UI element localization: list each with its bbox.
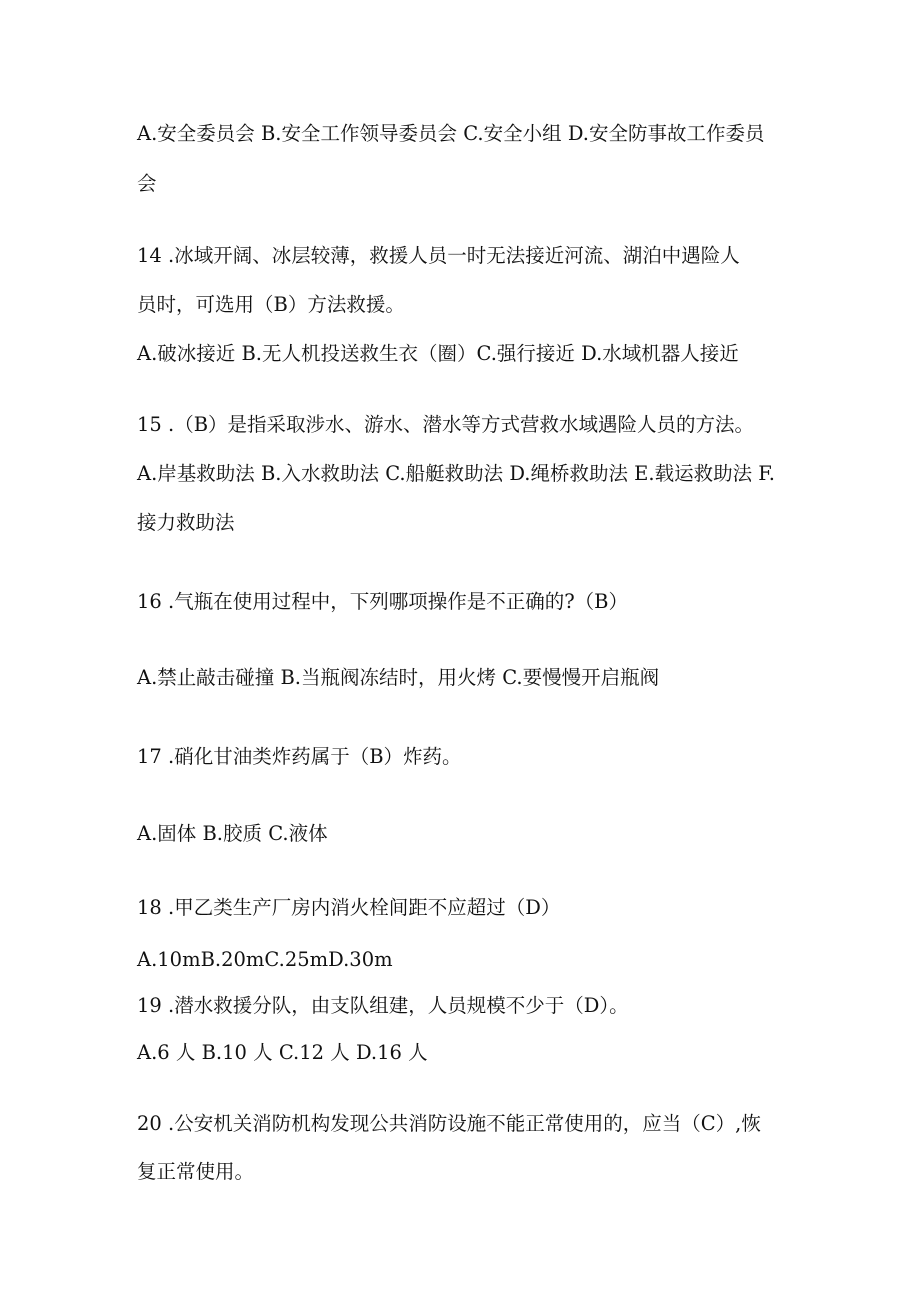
q15-options-line-1: A.岸基救助法 B.入水救助法 C.船艇救助法 D.绳桥救助法 E.载运救助法 F.	[137, 462, 775, 485]
q14-question-line-2: 员时，可选用（B）方法救援。	[137, 293, 405, 316]
q18-question: 18 .甲乙类生产厂房内消火栓间距不应超过（D）	[137, 896, 561, 919]
q20-question-line-2: 复正常使用。	[137, 1160, 255, 1183]
q13-options-line-2: 会	[137, 172, 157, 195]
q14-question-line-1: 14 .冰域开阔、冰层较薄，救援人员一时无法接近河流、湖泊中遇险人	[137, 244, 740, 267]
q15-question: 15 .（B）是指采取涉水、游水、潜水等方式营救水域遇险人员的方法。	[137, 413, 755, 436]
q17-question: 17 .硝化甘油类炸药属于（B）炸药。	[137, 745, 462, 768]
q16-question: 16 .气瓶在使用过程中，下列哪项操作是不正确的?（B）	[137, 590, 628, 613]
q17-options: A.固体 B.胶质 C.液体	[137, 822, 328, 845]
q13-options-line-1: A.安全委员会 B.安全工作领导委员会 C.安全小组 D.安全防事故工作委员	[137, 122, 765, 145]
q18-options: A.10mB.20mC.25mD.30m	[137, 948, 393, 971]
q20-question-line-1: 20 .公安机关消防机构发现公共消防设施不能正常使用的，应当（C）,恢	[137, 1112, 761, 1135]
q19-question: 19 .潜水救援分队，由支队组建，人员规模不少于（D）。	[137, 994, 629, 1017]
q16-options: A.禁止敲击碰撞 B.当瓶阀冻结时，用火烤 C.要慢慢开启瓶阀	[137, 666, 660, 689]
q19-options: A.6 人 B.10 人 C.12 人 D.16 人	[137, 1041, 428, 1064]
q14-options: A.破冰接近 B.无人机投送救生衣（圈）C.强行接近 D.水域机器人接近	[137, 342, 739, 365]
q15-options-line-2: 接力救助法	[137, 511, 235, 534]
